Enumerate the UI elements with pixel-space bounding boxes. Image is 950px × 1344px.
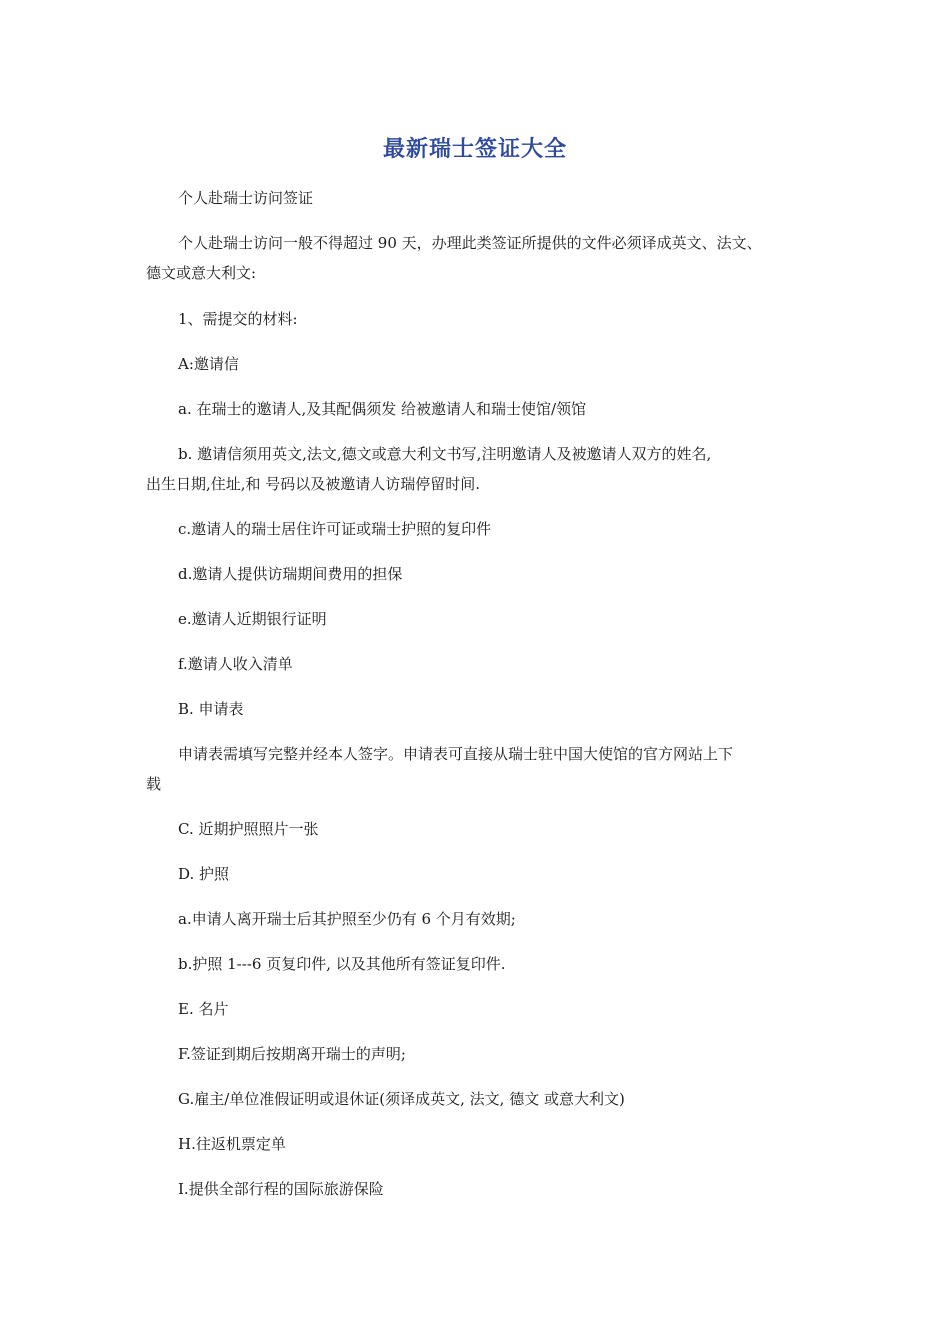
- paragraph: H.往返机票定单: [178, 1135, 286, 1153]
- paragraph: F.签证到期后按期离开瑞士的声明;: [178, 1045, 406, 1063]
- paragraph: I.提供全部行程的国际旅游保险: [178, 1180, 384, 1198]
- paragraph: b. 邀请信须用英文,法文,德文或意大利文书写,注明邀请人及被邀请人双方的姓名,: [178, 445, 712, 463]
- paragraph: a.申请人离开瑞士后其护照至少仍有 6 个月有效期;: [178, 910, 516, 928]
- paragraph: C. 近期护照照片一张: [178, 820, 319, 838]
- paragraph: d.邀请人提供访瑞期间费用的担保: [178, 565, 403, 583]
- paragraph: D. 护照: [178, 865, 230, 883]
- page-title: 最新瑞士签证大全: [382, 137, 567, 162]
- paragraph: B. 申请表: [178, 700, 244, 718]
- paragraph-continuation: 出生日期,住址,和 号码以及被邀请人访瑞停留时间.: [146, 475, 481, 493]
- paragraph-continuation: 德文或意大利文:: [146, 264, 257, 282]
- paragraph: b.护照 1---6 页复印件, 以及其他所有签证复印件.: [178, 955, 506, 973]
- paragraph: E. 名片: [178, 1000, 229, 1018]
- paragraph: 个人赴瑞士访问一般不得超过 90 天，办理此类签证所提供的文件必须译成英文、法文、: [178, 234, 762, 252]
- paragraph: G.雇主/单位准假证明或退休证(须译成英文, 法文, 德文 或意大利文): [178, 1090, 625, 1108]
- paragraph: f.邀请人收入清单: [178, 655, 293, 673]
- paragraph: e.邀请人近期银行证明: [178, 610, 327, 628]
- paragraph-continuation: 载: [146, 775, 162, 793]
- paragraph: 1、需提交的材料:: [178, 310, 298, 328]
- paragraph: 申请表需填写完整并经本人签字。申请表可直接从瑞士驻中国大使馆的官方网站上下: [178, 745, 734, 763]
- paragraph-heading: 个人赴瑞士访问签证: [178, 189, 314, 207]
- paragraph: a. 在瑞士的邀请人,及其配偶须发 给被邀请人和瑞士使馆/领馆: [178, 400, 587, 418]
- paragraph: c.邀请人的瑞士居住许可证或瑞士护照的复印件: [178, 520, 492, 538]
- paragraph: A:邀请信: [178, 355, 239, 373]
